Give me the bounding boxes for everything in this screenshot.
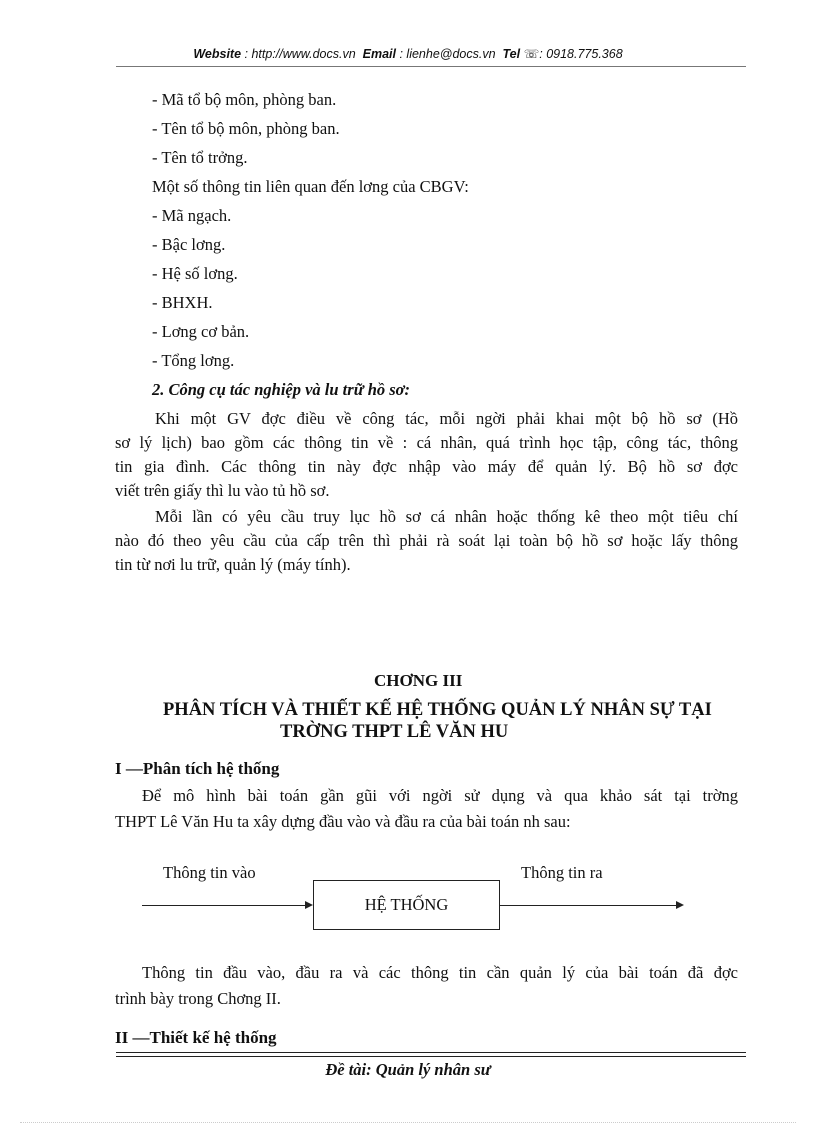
tel-number: : 0918.775.368 [539,47,623,61]
website-url[interactable]: : http://www.docs.vn [244,47,356,61]
email-address[interactable]: : lienhe@docs.vn [399,47,496,61]
output-arrow-line [499,905,676,906]
system-box [313,880,500,930]
paragraph-line: sơ lý lịch) bao gồm các thông tin về : cá nhân, quá trình học tập, công tác, thông [115,433,738,452]
list-item: - BHXH. [152,293,213,312]
list-item: - Mã tổ bộ môn, phòng ban. [152,90,337,109]
chapter-title: PHÂN TÍCH VÀ THIẾT KẾ HỆ THỐNG QUẢN LÝ NHÂN SỰ TẠI [163,700,712,720]
paragraph-line: tin gia đình. Các thông tin này đợc nhập vào máy để quản lý. Bộ hồ sơ đợc [115,457,738,476]
list-item: - Mã ngạch. [152,206,232,225]
chapter-title-line2: TRỜNG THPT LÊ VĂN HU [280,722,509,742]
paragraph-line: Để mô hình bài toán gần gũi với ngời sử dụng và qua khảo sát tại trờng [142,786,738,805]
paragraph-line: tin từ nơi lu trữ, quản lý (máy tính). [115,555,351,574]
input-arrow-head [305,901,313,909]
input-label: Thông tin vào [163,863,256,882]
chapter-label: CHƠNG III [374,671,463,690]
input-arrow-line [142,905,305,906]
paragraph-line: Mỗi lần có yêu cầu truy lục hồ sơ cá nhân hoặc thống kê theo một tiêu chí [155,507,738,526]
header-divider [116,66,746,67]
section-heading: II —Thiết kế hệ thống [115,1028,277,1047]
page-header [0,46,816,61]
subheading: 2. Công cụ tác nghiệp và lu trữ hồ sơ: [152,380,411,399]
output-label: Thông tin ra [521,863,603,882]
paragraph-line: trình bày trong Chơng II. [115,989,281,1008]
section-heading: I —Phân tích hệ thống [115,759,280,778]
footer-title: Đề tài: Quản lý nhân sư [325,1060,491,1079]
output-arrow-head [676,901,684,909]
list-item: - Tổng lơng. [152,351,235,370]
system-label: HỆ THỐNG [364,895,449,914]
paragraph-line: viết trên giấy thì lu vào tủ hồ sơ. [115,481,330,500]
footer-divider [116,1056,746,1057]
list-item: - Bậc lơng. [152,235,226,254]
list-item: - Hệ số lơng. [152,264,238,283]
paragraph-line: Thông tin đầu vào, đầu ra và các thông tin cần quản lý của bài toán đã đợc [142,963,738,982]
paragraph-line: THPT Lê Văn Hu ta xây dựng đầu vào và đầu ra của bài toán nh sau: [115,812,571,831]
footer-divider [116,1052,746,1053]
list-item: - Lơng cơ bản. [152,322,250,341]
list-item: - Tên tổ trởng. [152,148,248,167]
email-label: Email [362,47,396,61]
paragraph-line: Khi một GV đợc điều về công tác, mỗi ngời phải khai một bộ hồ sơ (Hồ [155,409,738,428]
website-label: Website [193,47,242,61]
phone-icon: ☏ [523,47,540,61]
tel-label: Tel [502,47,521,61]
list-item: - Tên tổ bộ môn, phòng ban. [152,119,340,138]
paragraph-line: nào đó theo yêu cầu của cấp trên thì phải rà soát lại toàn bộ hồ sơ hoặc lấy thông [115,531,738,550]
salary-intro: Một số thông tin liên quan đến lơng của CBGV: [152,177,469,196]
